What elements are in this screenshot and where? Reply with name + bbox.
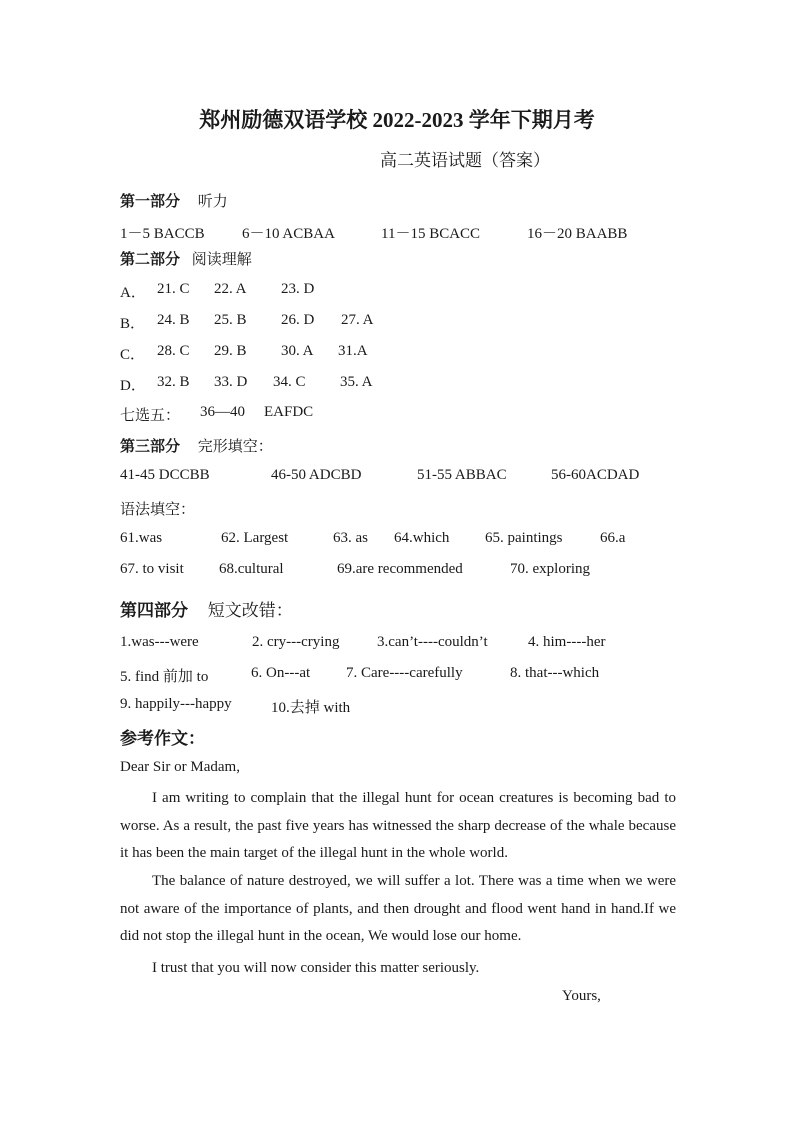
correction-answer: 2. cry---crying <box>252 634 340 650</box>
correction-answer: 9. happily---happy <box>120 696 232 712</box>
grammar-label: 语法填空： <box>120 500 196 518</box>
grammar-answer: 63. as <box>333 530 368 546</box>
page-subtitle: 高二英语试题（答案） <box>380 151 550 171</box>
part1-heading-row <box>120 190 228 211</box>
reading-answer: 30. A <box>281 343 314 359</box>
grammar-answer: 66.a <box>600 530 626 546</box>
part4-heading: 第四部分 <box>120 601 188 621</box>
reading-answer: 22. A <box>214 281 247 297</box>
reading-row-label: C． <box>120 347 146 363</box>
reading-answer: 31.A <box>338 343 368 359</box>
part3-heading: 第三部分 <box>120 437 181 455</box>
part1-answer: 11－15 BCACC <box>381 226 481 242</box>
correction-answer: 3.can’t----couldn’t <box>377 634 488 650</box>
essay-paragraph-2: The balance of nature destroyed, we will suffer a lot. There was a time when we were not aware of the importance of plants, and then drought and flood went hand in hand.If we did not stop the illegal hunt in the ocean, We would lose our home. <box>120 873 676 945</box>
reading-row-label: B． <box>120 316 146 332</box>
reading-answer: 24. B <box>157 312 190 328</box>
reading-answer: 29. B <box>214 343 247 359</box>
seven-choose-five-range: 36—40 <box>200 404 245 420</box>
correction-answer: 8. that---which <box>510 665 600 681</box>
part1-heading: 第一部分 <box>120 192 181 210</box>
cloze-answer: 56-60ACDAD <box>551 467 640 483</box>
essay-paragraph-1: I am writing to complain that the illegal hunt for ocean creatures is becoming bad to worse. As a result, the past five years has witnessed the sharp decrease of the whale because it has been the main target of the illegal hunt in the whole world. <box>120 790 676 862</box>
essay-heading: 参考作文： <box>120 729 205 749</box>
part1-name: 听力 <box>197 192 228 210</box>
reading-answer: 23. D <box>281 281 315 297</box>
correction-answer: 1.was---were <box>120 634 199 650</box>
seven-choose-five-row <box>120 404 180 425</box>
reading-answer: 35. A <box>340 374 373 390</box>
grammar-answer: 64.which <box>394 530 450 546</box>
part3-heading-row <box>120 435 273 456</box>
grammar-answer: 62. Largest <box>221 530 289 546</box>
part2-name: 阅读理解 <box>191 250 252 268</box>
correction-answer: 10.去掉 with <box>271 700 351 716</box>
part4-name: 短文改错： <box>207 601 293 621</box>
reading-answer: 33. D <box>214 374 248 390</box>
essay-salutation: Dear Sir or Madam, <box>120 759 240 775</box>
essay-paragraph-3: I trust that you will now consider this matter seriously. <box>152 960 480 976</box>
reading-row-label: D． <box>120 378 146 394</box>
grammar-answer: 68.cultural <box>219 561 284 577</box>
reading-row-label: A． <box>120 285 146 301</box>
part2-heading: 第二部分 <box>120 250 181 268</box>
part4-heading-row <box>120 596 293 621</box>
correction-answer: 7. Care----carefully <box>346 665 463 681</box>
reading-answer: 21. C <box>157 281 190 297</box>
cloze-answer: 51-55 ABBAC <box>417 467 507 483</box>
reading-answer: 25. B <box>214 312 247 328</box>
correction-answer: 6. On---at <box>251 665 311 681</box>
part1-answer: 6－10 ACBAA <box>242 226 335 242</box>
seven-choose-five-answer: EAFDC <box>264 404 314 420</box>
reading-answer: 34. C <box>273 374 306 390</box>
correction-answer: 5. find 前加 to <box>120 669 209 685</box>
cloze-answer: 46-50 ADCBD <box>271 467 362 483</box>
reading-answer: 32. B <box>157 374 190 390</box>
seven-choose-five-label: 七选五： <box>120 406 181 424</box>
grammar-answer: 70. exploring <box>510 561 590 577</box>
part1-answer: 1－5 BACCB <box>120 226 205 242</box>
reading-answer: 27. A <box>341 312 374 328</box>
reading-answer: 28. C <box>157 343 190 359</box>
part2-heading-row <box>120 248 252 269</box>
part1-answer: 16－20 BAABB <box>527 226 628 242</box>
grammar-answer: 69.are recommended <box>337 561 463 577</box>
reading-answer: 26. D <box>281 312 315 328</box>
essay-closing: Yours, <box>562 988 601 1004</box>
grammar-answer: 61.was <box>120 530 163 546</box>
grammar-answer: 65. paintings <box>485 530 563 546</box>
correction-answer: 4. him----her <box>528 634 606 650</box>
part3-name: 完形填空： <box>197 437 273 455</box>
page-title: 郑州励德双语学校 2022-2023 学年下期月考 <box>199 108 595 132</box>
grammar-answer: 67. to visit <box>120 561 184 577</box>
cloze-answer: 41-45 DCCBB <box>120 467 210 483</box>
